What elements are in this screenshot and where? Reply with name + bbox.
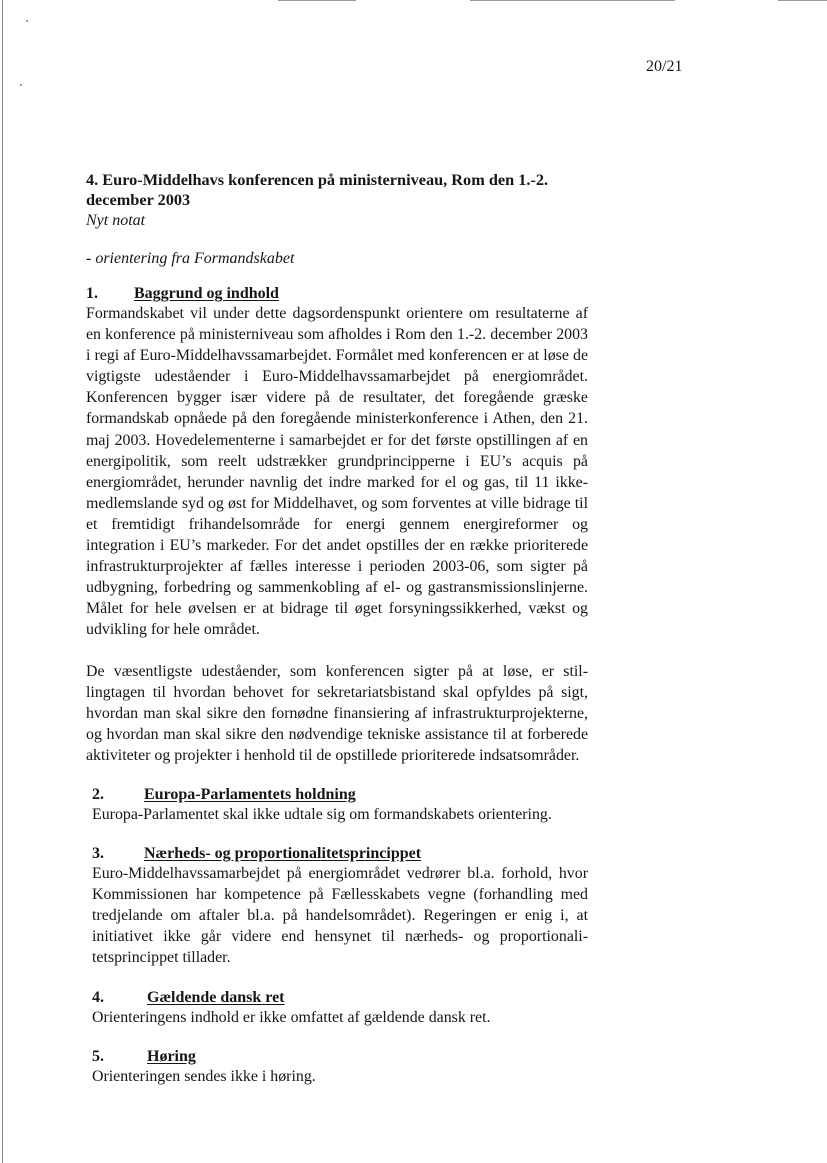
section-paragraph: Europa-Parlamentet skal ikke udtale sig om formandskabets orientering. — [92, 805, 552, 823]
section-consultation — [92, 1048, 588, 1087]
section-heading — [92, 989, 588, 1007]
section-title: Nærheds- og proportionalitetsprincippet — [144, 845, 422, 863]
scan-speck — [20, 84, 22, 86]
section-heading — [92, 845, 588, 863]
scan-speck — [26, 20, 28, 22]
section-subsidiarity — [92, 845, 588, 968]
section-paragraph: Formandskabet vil under dette dagsordenspunkt orientere om resultaterne af en konference på ministerniveau som afholdes i Rom den 1.-2. december 2003 i regi af Euro-Middelhavssamarbejdet. Formålet med konferencen er at løse de vigtigste udeståender i Euro-Middelhavssamarbejdet på energiområdet. Konferencen bygger især videre på de resultater, det foregående græske formandskab opnåede på den foregående ministerkonference i Athen, den 21. maj 2003. Hovedelementerne i samarbejdet er for det første opstillingen af en energipolitik, som reelt udstrækker grundprincipperne i EU’s acquis på energiområdet, herunder navnlig det indre marked for el og gas, til 11 ikke-medlemslande syd og øst for Middelhavet, og som forventes at ville bidrage til et fremtidigt frihandelsområde for energi gennem energireformer og integration i EU’s markeder. For det andet opstilles der en række prioriterede infrastrukturprojekter af fælles interesse i perioden 2003-06, som sigter på udbygning, forbedring og sammenkobling af el- og gastransmissionslinjerne. Målet for hele øvelsen er at bidrage til øget forsyningssikkerhed, vækst og udvikling for hele området. — [86, 305, 588, 639]
section-parliament-position — [92, 786, 588, 825]
section-title: Europa-Parlamentets holdning — [144, 785, 356, 803]
section-title: Baggrund og indhold — [134, 285, 279, 302]
section-heading — [86, 285, 588, 303]
document-body — [86, 170, 588, 1087]
section-number: 3. — [92, 845, 104, 863]
scan-edge-line — [278, 0, 356, 1]
scan-edge-line — [778, 0, 827, 1]
section-paragraph: De væsentligste udeståender, som konferencen sigter på at løse, er stillingtagen til hvordan behovet for sekretariatsbistand skal opfyldes på sigt, hvordan man skal sikre den fornødne finansiering af infrastrukturprojekterne, og hvordan man skal sikre den nødvendige tekniske assistance til at forberede aktiviteter og projekter i henhold til de opstillede prioriterede indsatsområder. — [86, 662, 588, 764]
section-number: 5. — [92, 1047, 104, 1065]
scan-edge-line — [2, 0, 3, 1163]
section-danish-law — [92, 989, 588, 1028]
section-background — [86, 285, 588, 766]
section-heading — [92, 786, 588, 804]
section-paragraph: Euro-Middelhavssamarbejdet på energiområdet vedrører bl.a. forhold, hvor Kommissionen har kompetence på Fællesskabets vegne (forhandling med tredjelande om aftaler bl.a. på handelsområdet). Regeringen er enig i, at initiativet ikke går videre end hensynet til nærheds- og proportionalitetsprincippet tillader. — [92, 865, 588, 967]
section-number: 2. — [92, 785, 104, 803]
document-title: 4. Euro-Middelhavs konferencen på ministerniveau, Rom den 1.-2. december 2003 — [86, 170, 549, 209]
orientation-note: - orientering fra Formandskabet — [86, 250, 295, 267]
section-paragraph: Orienteringen sendes ikke i høring. — [92, 1067, 316, 1085]
section-number: 4. — [92, 988, 104, 1006]
section-heading — [92, 1048, 588, 1066]
document-subtitle: Nyt notat — [86, 212, 146, 229]
section-paragraph: Orienteringens indhold er ikke omfattet af gældende dansk ret. — [92, 1008, 491, 1026]
section-title: Høring — [147, 1047, 196, 1065]
section-title: Gældende dansk ret — [147, 988, 285, 1006]
section-number: 1. — [86, 285, 98, 302]
scan-edge-line — [470, 0, 675, 1]
page-number: 20/21 — [646, 58, 683, 75]
